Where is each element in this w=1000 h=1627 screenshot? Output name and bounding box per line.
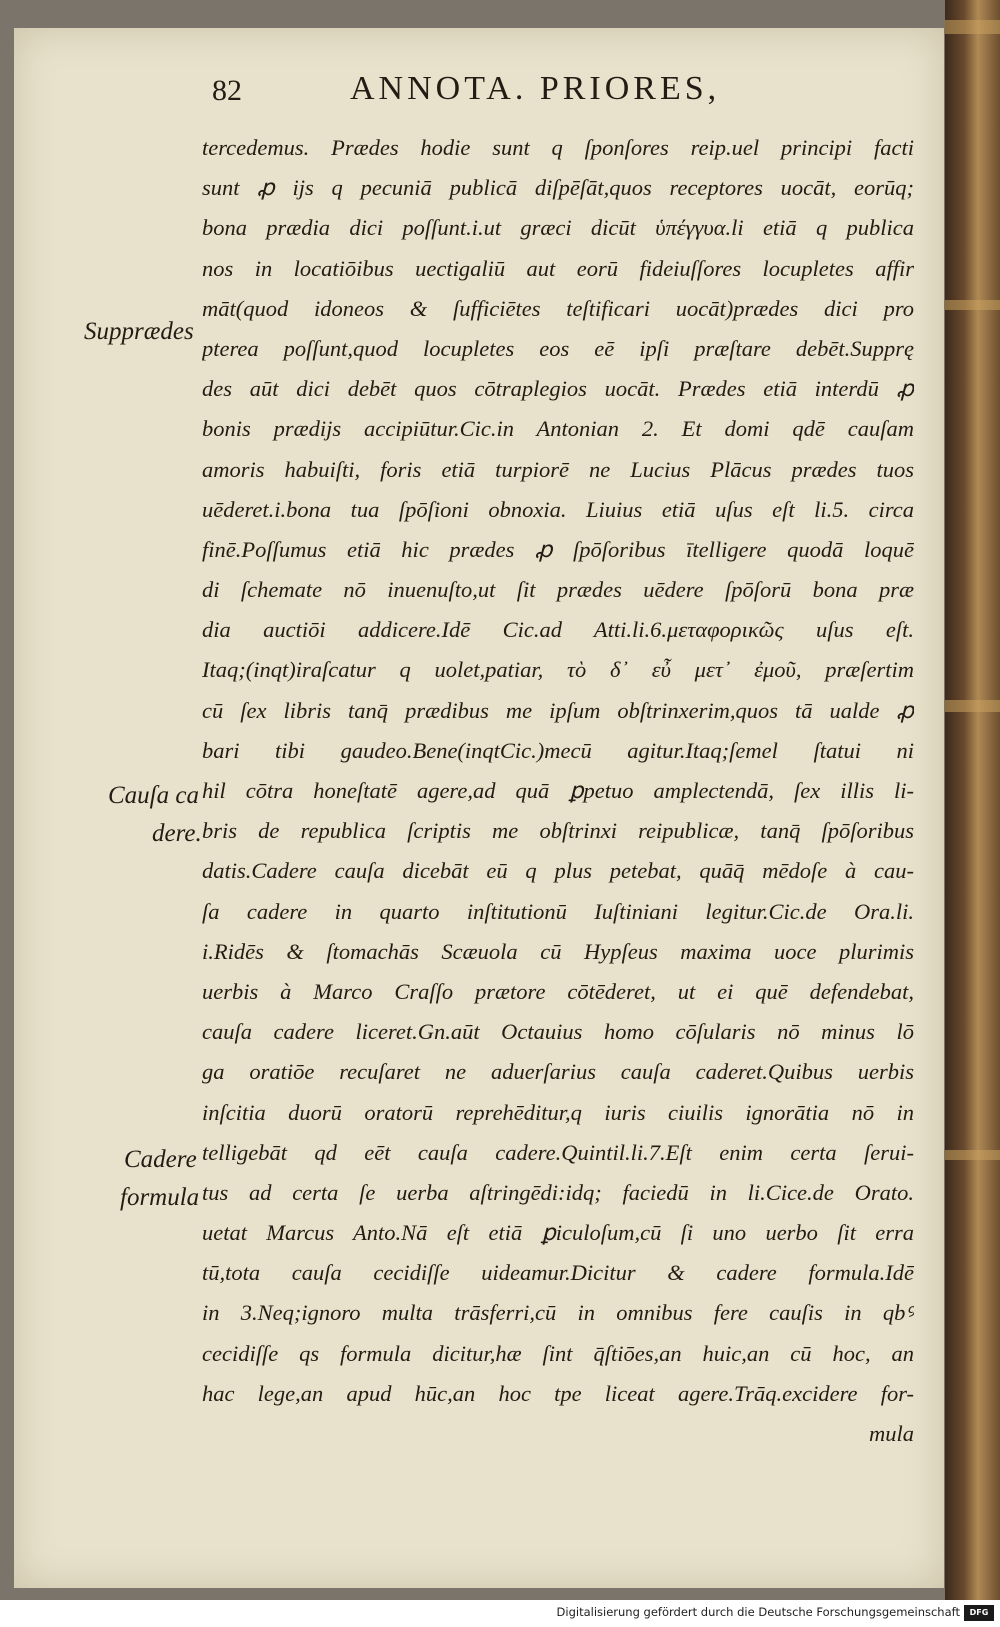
text-line: uēderet.i.bona tua ſpōſioni obnoxia. Liuius etiā uſus eſt li.5. circa — [202, 496, 914, 522]
text-line: māt(quod idoneos & ſufficiētes teſtificari uocāt)prædes dici pro — [202, 295, 914, 321]
text-line: Itaq;(inqt)iraſcatur q uolet,patiar, τὸ δ᾽ εὖ μετ᾽ ἐμοῦ, præſertim — [202, 657, 914, 683]
digitization-footer — [0, 1600, 1000, 1627]
text-line: i.Ridēs & ſtomachās Scæuola cū Hypſeus maxima uoce plurimis — [202, 938, 914, 964]
text-line: finē.Poſſumus etiā hic prædes ꝓ ſpōſoribus ītelligere quodā loquē — [202, 536, 914, 562]
text-line: hil cōtra honeſtatē agere,ad quā ꝑpetuo amplectendā, ſex illis li- — [202, 778, 914, 803]
book-page-edge — [945, 0, 1000, 1600]
marginal-note-cadere-formula-cont: formula — [120, 1184, 200, 1211]
text-line: bona prædia dici poſſunt.i.ut græci dicūt ὑπέγγυα.li etiā q publica — [202, 215, 914, 241]
marginal-note-causa-cadere: Cauſa ca — [108, 782, 199, 809]
text-line: nos in locatiōibus uectigaliū aut eorū fideiuſſores locupletes affir — [202, 255, 914, 281]
text-line: inſcitia duorū oratorū reprehēditur,q iuris ciuilis ignorātia nō in — [202, 1099, 914, 1125]
text-line: cauſa cadere liceret.Gn.aūt Octauius homo cōſularis nō minus lō — [202, 1019, 914, 1045]
text-line: des aūt dici debēt quos cōtraplegios uocāt. Prædes etiā interdū ꝓ — [202, 376, 914, 402]
text-line: tus ad certa ſe uerba aſtringēdi:idq; faciedū in li.Cice.de Orato. — [202, 1179, 914, 1205]
folio-number: 82 — [212, 74, 242, 107]
catchword: mula — [869, 1421, 914, 1446]
text-line: in 3.Neq;ignoro multa trāsferri,cū in omnibus fere cauſis in qbꝰ — [202, 1300, 914, 1326]
text-line: bonis prædijs accipiūtur.Cic.in Antonian 2. Et domi qdē cauſam — [202, 416, 914, 442]
text-line: sunt ꝓ ijs q pecuniā publicā diſpēſāt,quos receptores uocāt, eorūq; — [202, 175, 914, 201]
text-line: bari tibi gaudeo.Bene(inqtCic.)mecū agitur.Itaq;ſemel ſtatui ni — [202, 737, 914, 763]
funding-credit: Digitalisierung gefördert durch die Deutsche Forschungsgemeinschaft — [556, 1605, 960, 1619]
text-line: pterea poſſunt,quod locupletes eos eē ipſi præſtare debēt.Supprę — [202, 335, 914, 361]
text-line: amoris habuiſti, foris etiā turpiorē ne Lucius Plācus prædes tuos — [202, 456, 914, 482]
text-line: uetat Marcus Anto.Nā eſt etiā ꝑiculoſum,cū ſi uno uerbo ſit erra — [202, 1220, 914, 1246]
text-line: ga oratiōe recuſaret ne aduerſarius cauſa caderet.Quibus uerbis — [202, 1059, 914, 1085]
text-line: ſa cadere in quarto inſtitutionū Iuſtiniani legitur.Cic.de Ora.li. — [202, 898, 914, 924]
marginal-note-supprædes: Supprædes — [84, 318, 194, 345]
running-title: ANNOTA. PRIORES, — [350, 70, 721, 107]
text-line: hac lege,an apud hūc,an hoc tpe liceat agere.Trāq.excidere for- — [202, 1380, 914, 1406]
text-line: di ſchemate nō inuenuſto,ut ſit prædes uēdere ſpōſorū bona præ — [202, 577, 914, 603]
main-text-block — [202, 128, 914, 1454]
text-line: telligebāt qd eēt cauſa cadere.Quintil.li.7.Eſt enim certa ſerui- — [202, 1139, 914, 1165]
marginal-note-causa-cadere-cont: dere. — [152, 820, 202, 847]
text-line: tū,tota cauſa cecidiſſe uideamur.Dicitur & cadere formula.Idē — [202, 1260, 914, 1286]
text-line: uerbis à Marco Craſſo prætore cōtēderet, ut ei quē defendebat, — [202, 978, 914, 1004]
text-line: datis.Cadere cauſa dicebāt eū q plus petebat, quāq̄ mēdoſe à cau- — [202, 858, 914, 884]
dfg-logo: DFG — [964, 1605, 994, 1621]
text-line: bris de republica ſcriptis me obſtrinxi reipublicæ, tanq̄ ſpōſoribus — [202, 818, 914, 844]
text-line: tercedemus. Prædes hodie sunt q ſponſores reip.uel principi facti — [202, 135, 914, 160]
text-line: cecidiſſe qs formula dicitur,hæ ſint q̄ſtiōes,an huic,an cū hoc, an — [202, 1340, 914, 1366]
marginal-note-cadere-formula: Cadere — [124, 1146, 197, 1173]
text-line: dia auctiōi addicere.Idē Cic.ad Atti.li.6.μεταφορικῶς uſus eſt. — [202, 617, 914, 643]
page-header — [200, 70, 920, 120]
text-line: cū ſex libris tanq̄ prædibus me ipſum obſtrinxerim,quos tā ualde ꝓ — [202, 697, 914, 723]
